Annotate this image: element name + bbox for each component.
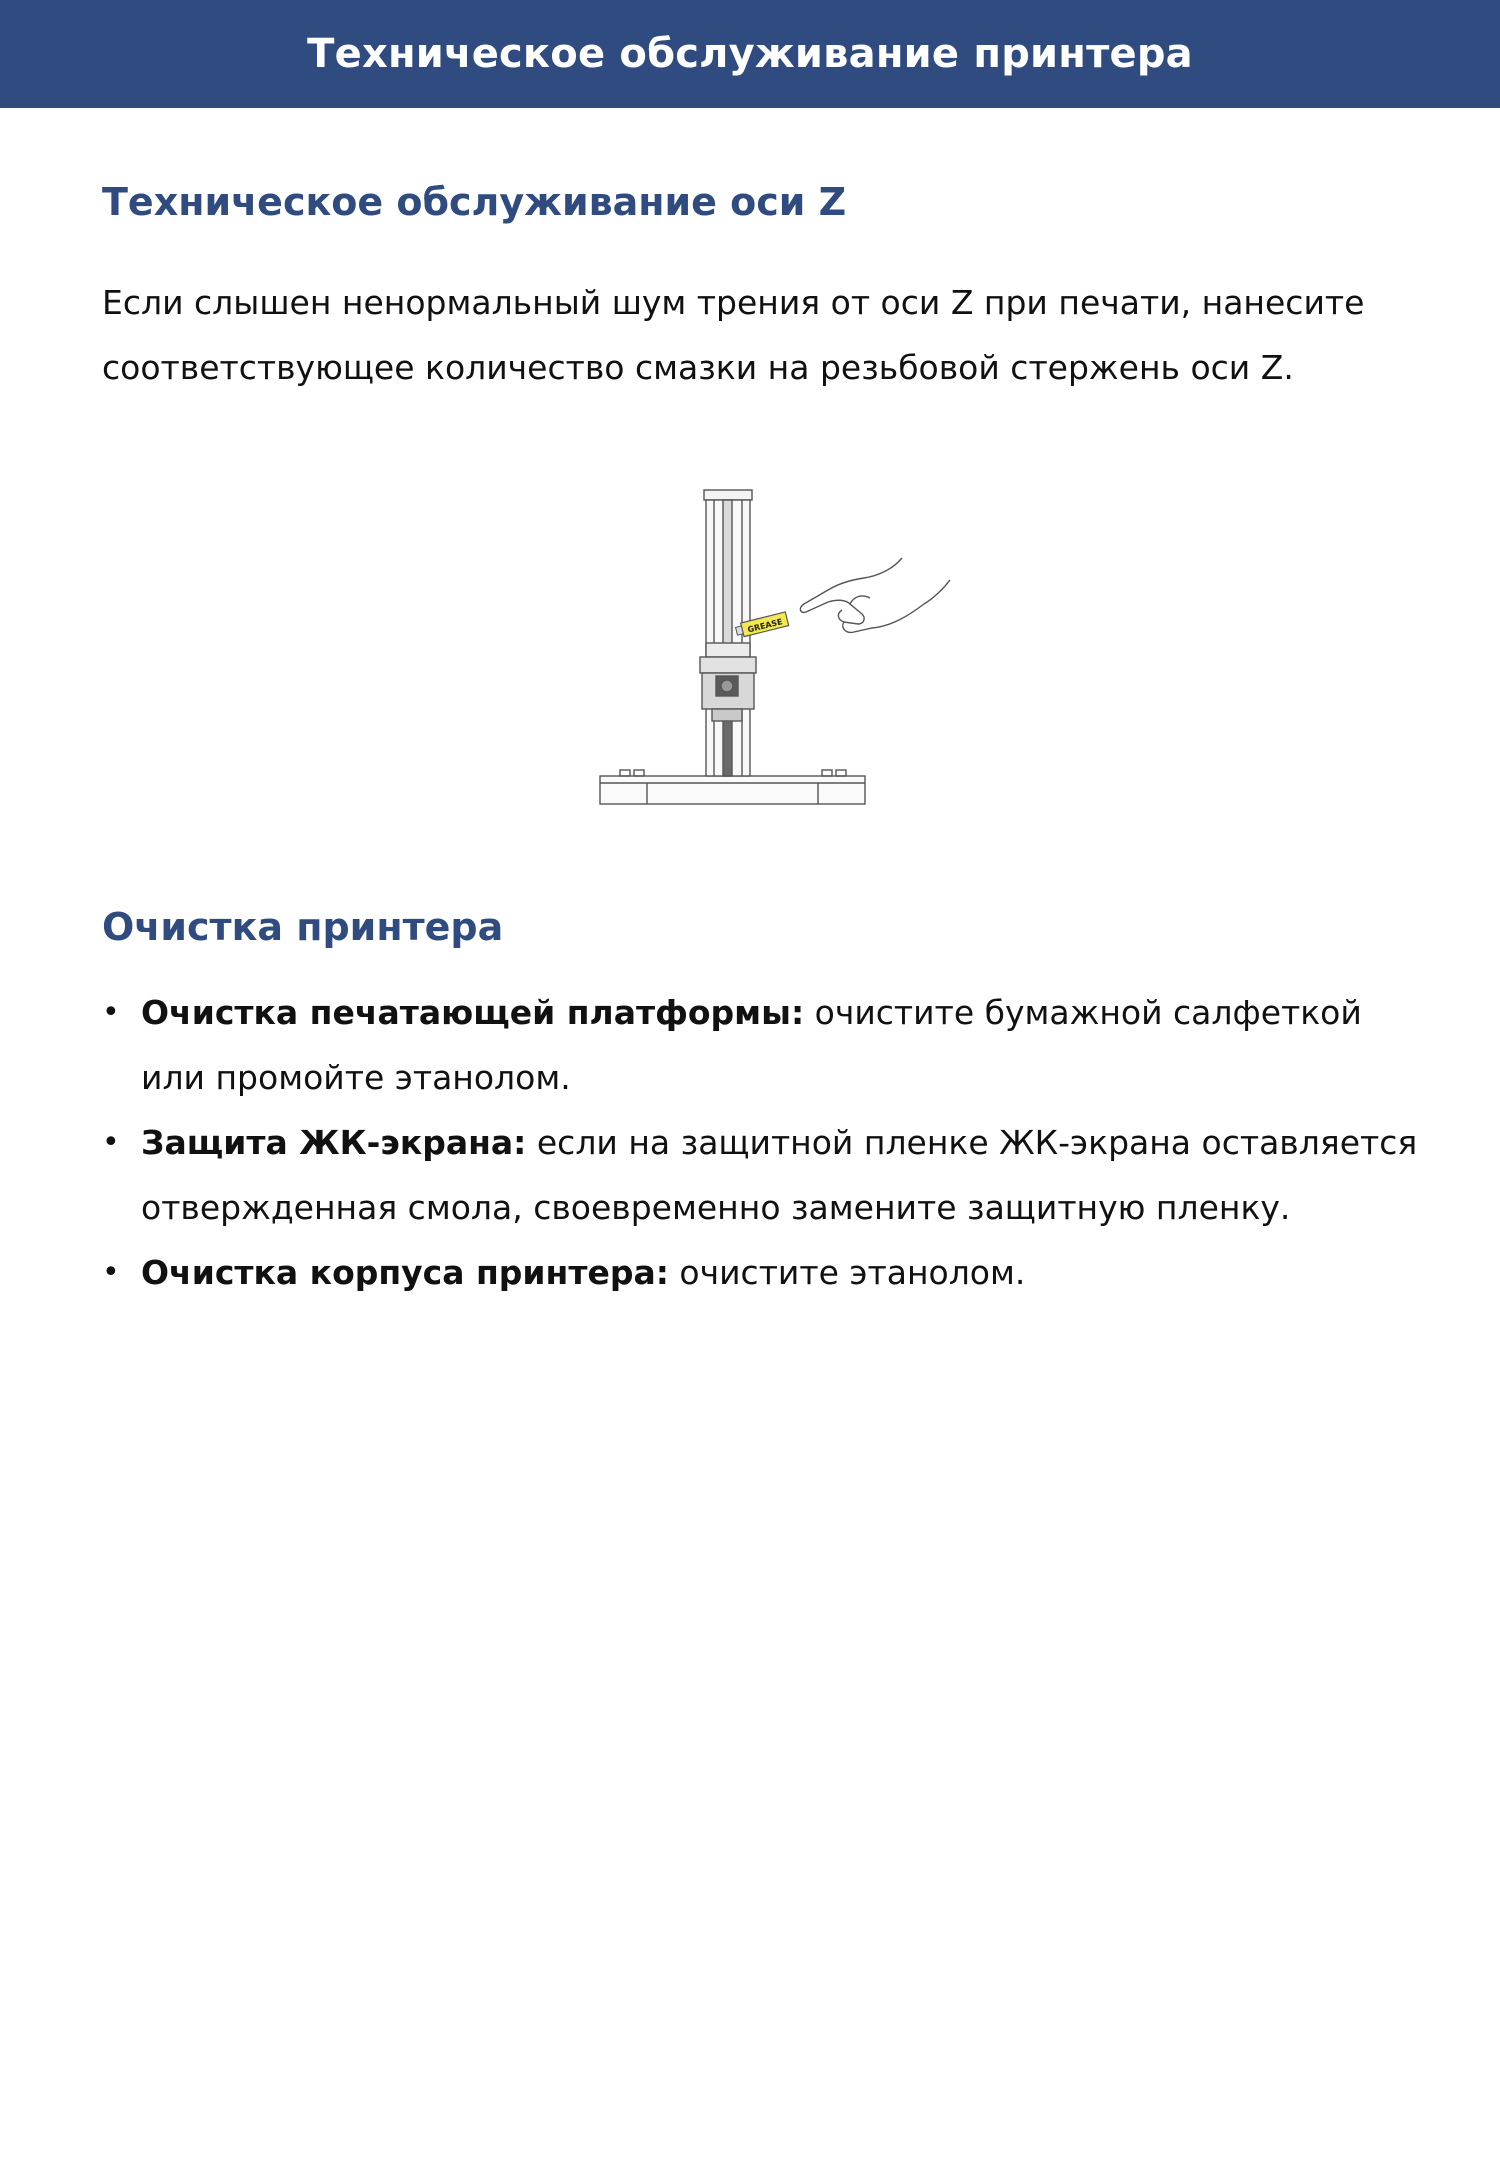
list-item: [102, 1110, 1422, 1240]
item-label: Очистка печатающей платформы:: [141, 993, 805, 1032]
list-item: [102, 980, 1422, 1110]
page-header: [0, 0, 1500, 108]
page-title: Техническое обслуживание принтера: [307, 31, 1193, 77]
z-axis-lubrication-illustration: [592, 478, 1002, 813]
section-title-cleaning: Очистка принтера: [102, 905, 504, 949]
cleaning-list: [102, 980, 1422, 1305]
list-item: [102, 1240, 1422, 1305]
section-title-z-axis: Техническое обслуживание оси Z: [102, 180, 847, 224]
item-text: очистите бумажной салфеткой или промойте этанолом.: [141, 993, 1362, 1097]
item-label: Очистка корпуса принтера:: [141, 1253, 669, 1292]
bullet-icon: •: [102, 995, 120, 1030]
bullet-icon: •: [102, 1255, 120, 1290]
item-text: если на защитной пленке ЖК-экрана оставляется отвержденная смола, своевременно замените защитную пленку.: [141, 1123, 1418, 1227]
grease-label: GREASE: [746, 617, 784, 635]
z-axis-paragraph: Если слышен ненормальный шум трения от оси Z при печати, нанесите соответствующее количество смазки на резьбовой стержень оси Z.: [102, 283, 1365, 387]
item-label: Защита ЖК-экрана:: [141, 1123, 527, 1162]
bullet-icon: •: [102, 1125, 120, 1160]
item-text: очистите этанолом.: [668, 1253, 1026, 1292]
